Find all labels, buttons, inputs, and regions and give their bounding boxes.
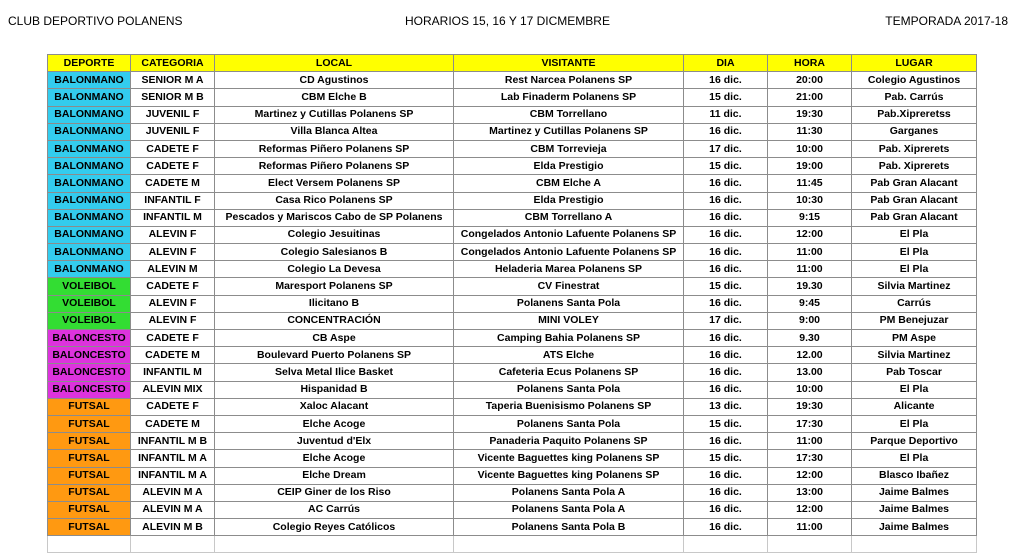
- lugar-cell: El Pla: [852, 226, 977, 243]
- visitante-cell: CBM Torrevieja: [454, 140, 684, 157]
- empty-cell: [215, 536, 454, 553]
- dia-cell: 11 dic.: [684, 106, 768, 123]
- categoria-cell: CADETE F: [131, 278, 215, 295]
- hora-cell: 17:30: [768, 450, 852, 467]
- deporte-cell: BALONCESTO: [48, 330, 131, 347]
- categoria-cell: JUVENIL F: [131, 123, 215, 140]
- local-cell: Ilicitano B: [215, 295, 454, 312]
- dia-cell: 15 dic.: [684, 278, 768, 295]
- table-row: [48, 330, 977, 347]
- hora-cell: 21:00: [768, 89, 852, 106]
- hora-cell: 13.00: [768, 364, 852, 381]
- dia-cell: 16 dic.: [684, 347, 768, 364]
- local-cell: Elect Versem Polanens SP: [215, 175, 454, 192]
- table-row: [48, 261, 977, 278]
- dia-cell: 16 dic.: [684, 192, 768, 209]
- hora-cell: 9:00: [768, 312, 852, 329]
- dia-cell: 16 dic.: [684, 209, 768, 226]
- categoria-cell: INFANTIL M: [131, 209, 215, 226]
- table-row: [48, 381, 977, 398]
- dia-cell: 17 dic.: [684, 140, 768, 157]
- deporte-cell: BALONMANO: [48, 244, 131, 261]
- column-header-categoria: CATEGORIA: [131, 55, 215, 72]
- column-header-dia: DIA: [684, 55, 768, 72]
- lugar-cell: Pab.Xipreretss: [852, 106, 977, 123]
- hora-cell: 17:30: [768, 415, 852, 432]
- categoria-cell: INFANTIL F: [131, 192, 215, 209]
- lugar-cell: Jaime Balmes: [852, 484, 977, 501]
- schedule-title: HORARIOS 15, 16 Y 17 DICMEMBRE: [405, 14, 610, 28]
- empty-row: [48, 536, 977, 553]
- visitante-cell: Polanens Santa Pola A: [454, 501, 684, 518]
- lugar-cell: Jaime Balmes: [852, 519, 977, 536]
- lugar-cell: Pab Gran Alacant: [852, 175, 977, 192]
- dia-cell: 16 dic.: [684, 364, 768, 381]
- deporte-cell: BALONMANO: [48, 140, 131, 157]
- table-row: [48, 484, 977, 501]
- empty-cell: [852, 536, 977, 553]
- visitante-cell: Lab Finaderm Polanens SP: [454, 89, 684, 106]
- empty-cell: [768, 536, 852, 553]
- categoria-cell: CADETE F: [131, 330, 215, 347]
- local-cell: Martinez y Cutillas Polanens SP: [215, 106, 454, 123]
- hora-cell: 9.30: [768, 330, 852, 347]
- hora-cell: 20:00: [768, 72, 852, 89]
- categoria-cell: INFANTIL M B: [131, 433, 215, 450]
- visitante-cell: Elda Prestigio: [454, 192, 684, 209]
- visitante-cell: Polanens Santa Pola: [454, 295, 684, 312]
- deporte-cell: BALONMANO: [48, 175, 131, 192]
- local-cell: Reformas Piñero Polanens SP: [215, 140, 454, 157]
- categoria-cell: ALEVIN M A: [131, 484, 215, 501]
- visitante-cell: CBM Elche A: [454, 175, 684, 192]
- hora-cell: 9:15: [768, 209, 852, 226]
- visitante-cell: Polanens Santa Pola: [454, 415, 684, 432]
- hora-cell: 10:00: [768, 381, 852, 398]
- hora-cell: 12:00: [768, 467, 852, 484]
- table-row: [48, 89, 977, 106]
- lugar-cell: PM Benejuzar: [852, 312, 977, 329]
- table-row: [48, 209, 977, 226]
- lugar-cell: Pab. Carrús: [852, 89, 977, 106]
- visitante-cell: Vicente Baguettes king Polanens SP: [454, 450, 684, 467]
- visitante-cell: Elda Prestigio: [454, 158, 684, 175]
- lugar-cell: Silvia Martinez: [852, 347, 977, 364]
- visitante-cell: Polanens Santa Pola: [454, 381, 684, 398]
- lugar-cell: Pab Toscar: [852, 364, 977, 381]
- visitante-cell: Rest Narcea Polanens SP: [454, 72, 684, 89]
- lugar-cell: Alicante: [852, 398, 977, 415]
- local-cell: Elche Dream: [215, 467, 454, 484]
- deporte-cell: FUTSAL: [48, 467, 131, 484]
- categoria-cell: INFANTIL M: [131, 364, 215, 381]
- local-cell: Hispanidad B: [215, 381, 454, 398]
- local-cell: Colegio Salesianos B: [215, 244, 454, 261]
- table-row: [48, 226, 977, 243]
- empty-cell: [48, 536, 131, 553]
- column-header-hora: HORA: [768, 55, 852, 72]
- table-row: [48, 347, 977, 364]
- table-row: [48, 433, 977, 450]
- table-row: [48, 519, 977, 536]
- local-cell: Colegio Jesuitinas: [215, 226, 454, 243]
- local-cell: Boulevard Puerto Polanens SP: [215, 347, 454, 364]
- dia-cell: 16 dic.: [684, 261, 768, 278]
- table-row: [48, 72, 977, 89]
- local-cell: CONCENTRACIÓN: [215, 312, 454, 329]
- categoria-cell: CADETE M: [131, 415, 215, 432]
- local-cell: Reformas Piñero Polanens SP: [215, 158, 454, 175]
- visitante-cell: CV Finestrat: [454, 278, 684, 295]
- schedule-table: [47, 54, 977, 553]
- local-cell: Xaloc Alacant: [215, 398, 454, 415]
- visitante-cell: Panaderia Paquito Polanens SP: [454, 433, 684, 450]
- table-row: [48, 140, 977, 157]
- table-row: [48, 278, 977, 295]
- deporte-cell: VOLEIBOL: [48, 312, 131, 329]
- dia-cell: 16 dic.: [684, 501, 768, 518]
- deporte-cell: BALONMANO: [48, 106, 131, 123]
- deporte-cell: FUTSAL: [48, 450, 131, 467]
- local-cell: Casa Rico Polanens SP: [215, 192, 454, 209]
- hora-cell: 11:00: [768, 261, 852, 278]
- categoria-cell: CADETE F: [131, 140, 215, 157]
- deporte-cell: VOLEIBOL: [48, 278, 131, 295]
- lugar-cell: El Pla: [852, 261, 977, 278]
- categoria-cell: CADETE F: [131, 398, 215, 415]
- lugar-cell: PM Aspe: [852, 330, 977, 347]
- visitante-cell: Polanens Santa Pola A: [454, 484, 684, 501]
- empty-cell: [684, 536, 768, 553]
- table-row: [48, 192, 977, 209]
- table-row: [48, 106, 977, 123]
- hora-cell: 11:45: [768, 175, 852, 192]
- hora-cell: 13:00: [768, 484, 852, 501]
- hora-cell: 12:00: [768, 501, 852, 518]
- empty-cell: [131, 536, 215, 553]
- deporte-cell: BALONCESTO: [48, 364, 131, 381]
- categoria-cell: ALEVIN M: [131, 261, 215, 278]
- table-row: [48, 501, 977, 518]
- deporte-cell: BALONMANO: [48, 72, 131, 89]
- local-cell: AC Carrús: [215, 501, 454, 518]
- deporte-cell: BALONMANO: [48, 123, 131, 140]
- lugar-cell: Pab. Xiprerets: [852, 158, 977, 175]
- hora-cell: 19.30: [768, 278, 852, 295]
- table-row: [48, 364, 977, 381]
- hora-cell: 12.00: [768, 347, 852, 364]
- visitante-cell: Taperia Buenisismo Polanens SP: [454, 398, 684, 415]
- deporte-cell: BALONCESTO: [48, 381, 131, 398]
- visitante-cell: Heladeria Marea Polanens SP: [454, 261, 684, 278]
- table-header-row: [48, 55, 977, 72]
- table-row: [48, 398, 977, 415]
- lugar-cell: Pab. Xiprerets: [852, 140, 977, 157]
- deporte-cell: BALONMANO: [48, 226, 131, 243]
- deporte-cell: FUTSAL: [48, 433, 131, 450]
- hora-cell: 11:00: [768, 519, 852, 536]
- dia-cell: 13 dic.: [684, 398, 768, 415]
- deporte-cell: BALONCESTO: [48, 347, 131, 364]
- dia-cell: 16 dic.: [684, 72, 768, 89]
- dia-cell: 16 dic.: [684, 295, 768, 312]
- table-row: [48, 467, 977, 484]
- hora-cell: 9:45: [768, 295, 852, 312]
- column-header-lugar: LUGAR: [852, 55, 977, 72]
- dia-cell: 16 dic.: [684, 123, 768, 140]
- local-cell: CBM Elche B: [215, 89, 454, 106]
- table-row: [48, 312, 977, 329]
- dia-cell: 16 dic.: [684, 244, 768, 261]
- hora-cell: 19:30: [768, 398, 852, 415]
- dia-cell: 15 dic.: [684, 89, 768, 106]
- dia-cell: 16 dic.: [684, 381, 768, 398]
- deporte-cell: BALONMANO: [48, 261, 131, 278]
- visitante-cell: Congelados Antonio Lafuente Polanens SP: [454, 244, 684, 261]
- visitante-cell: Cafeteria Ecus Polanens SP: [454, 364, 684, 381]
- local-cell: CEIP Giner de los Riso: [215, 484, 454, 501]
- visitante-cell: Camping Bahia Polanens SP: [454, 330, 684, 347]
- visitante-cell: MINI VOLEY: [454, 312, 684, 329]
- hora-cell: 10:00: [768, 140, 852, 157]
- visitante-cell: Polanens Santa Pola B: [454, 519, 684, 536]
- table-row: [48, 158, 977, 175]
- local-cell: Maresport Polanens SP: [215, 278, 454, 295]
- column-header-local: LOCAL: [215, 55, 454, 72]
- deporte-cell: FUTSAL: [48, 519, 131, 536]
- lugar-cell: Blasco Ibañez: [852, 467, 977, 484]
- lugar-cell: El Pla: [852, 450, 977, 467]
- local-cell: CB Aspe: [215, 330, 454, 347]
- dia-cell: 15 dic.: [684, 450, 768, 467]
- column-header-visitante: VISITANTE: [454, 55, 684, 72]
- dia-cell: 17 dic.: [684, 312, 768, 329]
- table-row: [48, 450, 977, 467]
- local-cell: Colegio La Devesa: [215, 261, 454, 278]
- local-cell: Villa Blanca Altea: [215, 123, 454, 140]
- local-cell: Elche Acoge: [215, 450, 454, 467]
- deporte-cell: BALONMANO: [48, 158, 131, 175]
- lugar-cell: Garganes: [852, 123, 977, 140]
- categoria-cell: ALEVIN F: [131, 295, 215, 312]
- table-row: [48, 175, 977, 192]
- dia-cell: 16 dic.: [684, 467, 768, 484]
- categoria-cell: CADETE M: [131, 175, 215, 192]
- hora-cell: 19:00: [768, 158, 852, 175]
- lugar-cell: Silvia Martinez: [852, 278, 977, 295]
- table-row: [48, 244, 977, 261]
- season-label: TEMPORADA 2017-18: [885, 14, 1008, 28]
- categoria-cell: INFANTIL M A: [131, 467, 215, 484]
- visitante-cell: ATS Elche: [454, 347, 684, 364]
- deporte-cell: BALONMANO: [48, 89, 131, 106]
- deporte-cell: FUTSAL: [48, 398, 131, 415]
- dia-cell: 16 dic.: [684, 175, 768, 192]
- categoria-cell: JUVENIL F: [131, 106, 215, 123]
- categoria-cell: CADETE F: [131, 158, 215, 175]
- visitante-cell: Martinez y Cutillas Polanens SP: [454, 123, 684, 140]
- lugar-cell: Pab Gran Alacant: [852, 209, 977, 226]
- deporte-cell: BALONMANO: [48, 209, 131, 226]
- categoria-cell: ALEVIN F: [131, 244, 215, 261]
- lugar-cell: El Pla: [852, 381, 977, 398]
- dia-cell: 15 dic.: [684, 158, 768, 175]
- hora-cell: 19:30: [768, 106, 852, 123]
- dia-cell: 16 dic.: [684, 226, 768, 243]
- dia-cell: 16 dic.: [684, 484, 768, 501]
- column-header-deporte: DEPORTE: [48, 55, 131, 72]
- lugar-cell: Pab Gran Alacant: [852, 192, 977, 209]
- table-row: [48, 295, 977, 312]
- local-cell: Pescados y Mariscos Cabo de SP Polanens: [215, 209, 454, 226]
- deporte-cell: FUTSAL: [48, 501, 131, 518]
- dia-cell: 15 dic.: [684, 415, 768, 432]
- lugar-cell: Parque Deportivo: [852, 433, 977, 450]
- local-cell: Elche Acoge: [215, 415, 454, 432]
- deporte-cell: VOLEIBOL: [48, 295, 131, 312]
- empty-cell: [454, 536, 684, 553]
- table-row: [48, 415, 977, 432]
- local-cell: CD Agustinos: [215, 72, 454, 89]
- categoria-cell: CADETE M: [131, 347, 215, 364]
- categoria-cell: ALEVIN M B: [131, 519, 215, 536]
- dia-cell: 16 dic.: [684, 433, 768, 450]
- hora-cell: 12:00: [768, 226, 852, 243]
- categoria-cell: ALEVIN M A: [131, 501, 215, 518]
- local-cell: Selva Metal Ilice Basket: [215, 364, 454, 381]
- categoria-cell: INFANTIL M A: [131, 450, 215, 467]
- dia-cell: 16 dic.: [684, 519, 768, 536]
- categoria-cell: ALEVIN MIX: [131, 381, 215, 398]
- categoria-cell: SENIOR M A: [131, 72, 215, 89]
- categoria-cell: SENIOR M B: [131, 89, 215, 106]
- dia-cell: 16 dic.: [684, 330, 768, 347]
- visitante-cell: Vicente Baguettes king Polanens SP: [454, 467, 684, 484]
- hora-cell: 11:00: [768, 433, 852, 450]
- hora-cell: 11:00: [768, 244, 852, 261]
- deporte-cell: FUTSAL: [48, 484, 131, 501]
- lugar-cell: Carrús: [852, 295, 977, 312]
- lugar-cell: Colegio Agustinos: [852, 72, 977, 89]
- local-cell: Juventud d'Elx: [215, 433, 454, 450]
- local-cell: Colegio Reyes Católicos: [215, 519, 454, 536]
- lugar-cell: El Pla: [852, 415, 977, 432]
- visitante-cell: Congelados Antonio Lafuente Polanens SP: [454, 226, 684, 243]
- visitante-cell: CBM Torrellano A: [454, 209, 684, 226]
- table-body: [48, 72, 977, 553]
- club-name: CLUB DEPORTIVO POLANENS: [8, 14, 183, 28]
- hora-cell: 11:30: [768, 123, 852, 140]
- deporte-cell: FUTSAL: [48, 415, 131, 432]
- categoria-cell: ALEVIN F: [131, 226, 215, 243]
- deporte-cell: BALONMANO: [48, 192, 131, 209]
- table-row: [48, 123, 977, 140]
- lugar-cell: Jaime Balmes: [852, 501, 977, 518]
- hora-cell: 10:30: [768, 192, 852, 209]
- visitante-cell: CBM Torrellano: [454, 106, 684, 123]
- categoria-cell: ALEVIN F: [131, 312, 215, 329]
- lugar-cell: El Pla: [852, 244, 977, 261]
